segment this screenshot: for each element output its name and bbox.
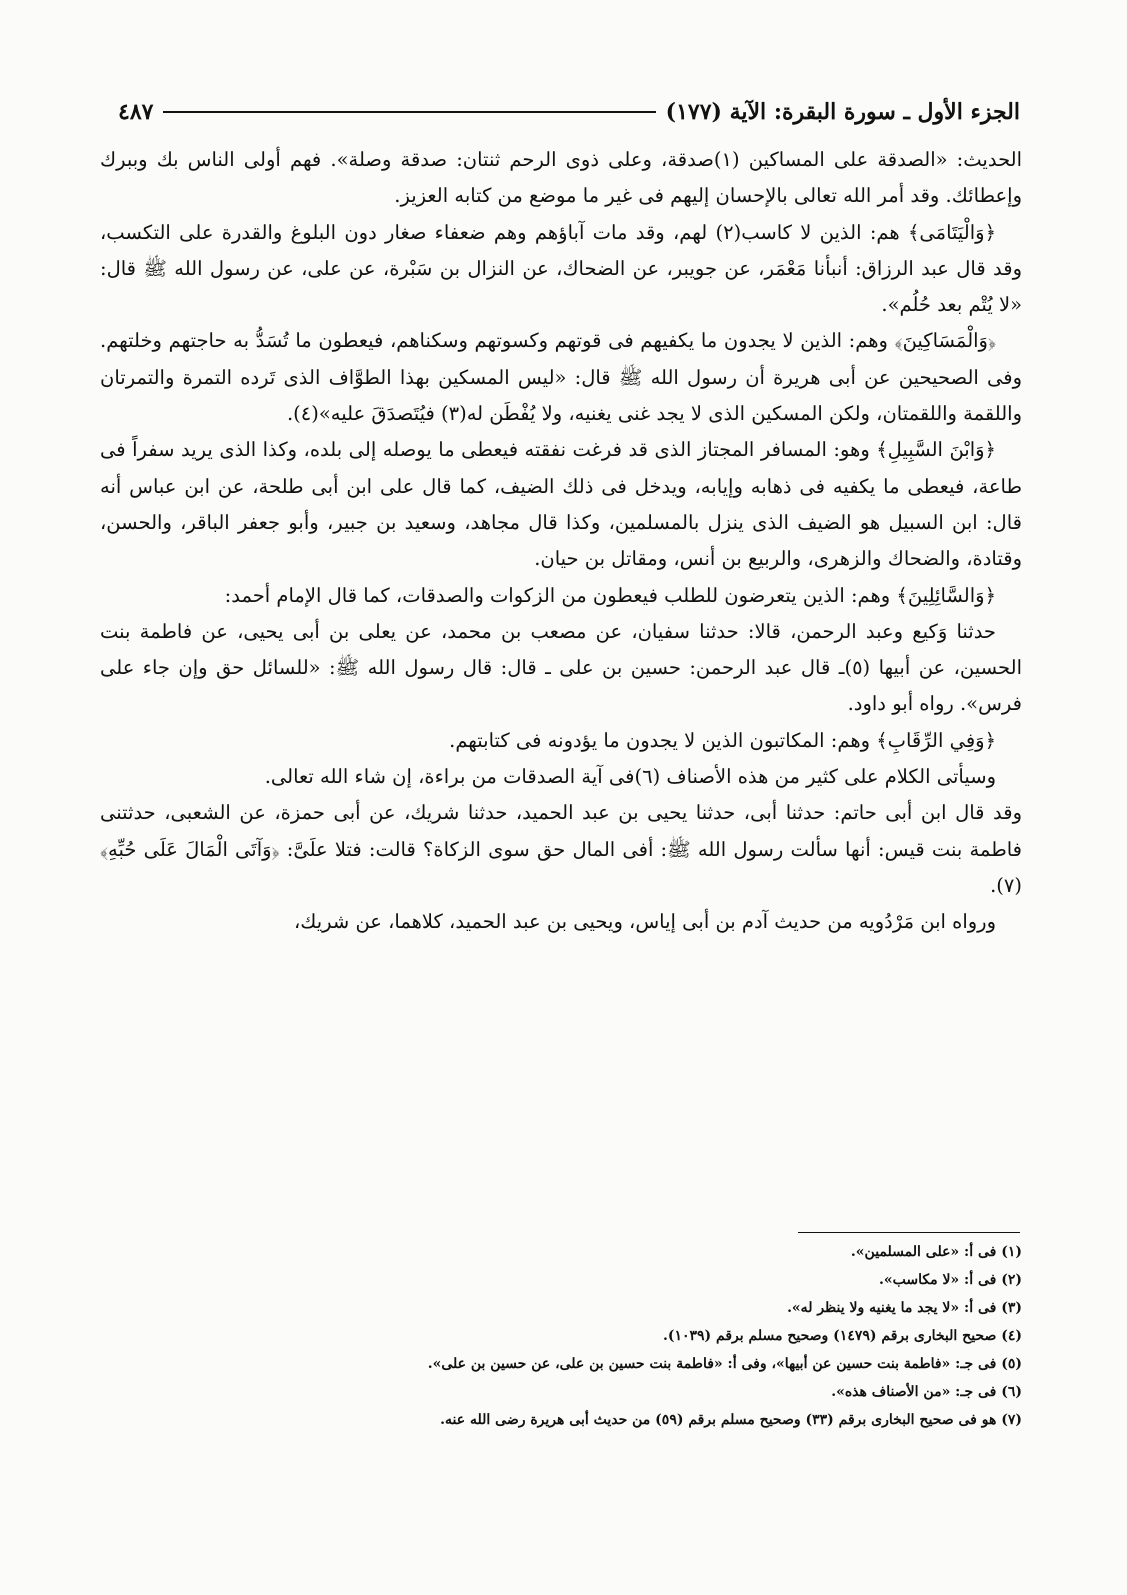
paragraph-ibn-abi-hatim: وقد قال ابن أبى حاتم: حدثنا أبى، حدثنا يحيى بن عبد الحميد، حدثنا شريك، عن أبى حمزة، عن الشعبى، حدثتنى فاطمة بنت قيس: أنها سألت رسول الله ﷺ: أفى المال حق سوى الزكاة؟ قالت: فتلا علَىَّ: ﴿وَآتَى الْمَالَ عَلَى حُبِّهِ﴾(٧).	[100, 801, 1022, 897]
footnote-separator	[798, 1232, 1020, 1233]
header-title: الجزء الأول ـ سورة البقرة: الآية (١٧٧)	[665, 99, 1020, 125]
running-header	[118, 92, 1020, 132]
footnote: (٢) فى أ: «لا مكاسب».	[878, 1272, 1022, 1288]
paragraph-poor: ﴿وَالْمَسَاكِينَ﴾ وهم: الذين لا يجدون ما يكفيهم فى قوتهم وكسوتهم وسكناهم، فيعطون ما تُسَدُّ به حاجتهم وخلتهم. وفى الصحيحين عن أبى هريرة أن رسول الله ﷺ قال: «ليس المسكين بهذا الطوَّاف الذى تَرده التمرة والتمرتان واللقمة واللقمتان، ولكن المسكين الذى لا يجد غنى يغنيه، ولا يُفْطَن له(٣) فيُتَصدَقَ عليه»(٤).	[100, 329, 1022, 426]
page-number: ٤٨٧	[118, 99, 154, 125]
paragraph-wayfarer: ﴿وَابْنَ السَّبِيلِ﴾ وهو: المسافر المجتاز الذى قد فرغت نفقته فيعطى ما يوصله إلى بلده، وكذا الذى يريد سفراً فى طاعة، فيعطى ما يكفيه فى ذهابه وإيابه، ويدخل فى ذلك الضيف، كما قال على ابن أبى طلحة، عن ابن عباس أنه قال: ابن السبيل هو الضيف الذى ينزل بالمسلمين، وكذا قال مجاهد، وسعيد بن جبير، وأبو جعفر الباقر، والحسن، وقتادة، والضحاك والزهرى، والربيع بن أنس، ومقاتل بن حيان.	[100, 438, 1022, 571]
paragraph-hadith-ahmad: حدثنا وَكيع وعبد الرحمن، قالا: حدثنا سفيان، عن مصعب بن محمد، عن يعلى بن أبى يحيى، عن فاطمة بنت الحسين، عن أبيها (٥)ـ قال عبد الرحمن: حسين بن على ـ قال: قال رسول الله ﷺ: «للسائل حق وإن جاء على فرس». رواه أبو داود.	[100, 619, 1022, 716]
main-text	[100, 142, 1022, 941]
paragraph-orphans: ﴿وَالْيَتَامَى﴾ هم: الذين لا كاسب(٢) لهم، وقد مات آباؤهم وهم ضعفاء صغار دون البلوغ والقدرة على التكسب، وقد قال عبد الرزاق: أنبأنا مَعْمَر، عن جويبر، عن الضحاك، عن النزال بن سَبْرة، عن على، عن رسول الله ﷺ قال: «لا يُتْم بعد حُلُم».	[100, 220, 1022, 317]
footnote: (٤) صحيح البخارى برقم (١٤٧٩) وصحيح مسلم برقم (١٠٣٩).	[662, 1328, 1022, 1344]
footnote: (٥) فى جـ: «فاطمة بنت حسين عن أبيها»، وفى أ: «فاطمة بنت حسين بن على، عن حسين بن على».	[427, 1356, 1022, 1372]
paragraph-ibn-marduyah: ورواه ابن مَرْدُويه من حديث آدم بن أبى إياس، ويحيى بن عبد الحميد، كلاهما، عن شريك،	[294, 910, 996, 934]
paragraph-askers: ﴿وَالسَّائِلِينَ﴾ وهم: الذين يتعرضون للطلب فيعطون من الزكوات والصدقات، كما قال الإمام أحمد:	[224, 583, 996, 607]
header-rule	[163, 111, 655, 113]
footnote: (٣) فى أ: «لا يجد ما يغنيه ولا ينظر له».	[787, 1300, 1022, 1316]
paragraph-slaves: ﴿وَفِي الرِّقَابِ﴾ وهم: المكاتبون الذين لا يجدون ما يؤدونه فى كتابتهم.	[449, 728, 996, 752]
paragraph-1: الحديث: «الصدقة على المساكين (١)صدقة، وعلى ذوى الرحم ثنتان: صدقة وصلة». فهم أولى الناس بك وببرك وإعطائك. وقد أمر الله تعالى بالإحسان إليهم فى غير ما موضع من كتابه العزيز.	[100, 148, 1023, 208]
footnote: (١) فى أ: «على المسلمين».	[850, 1244, 1022, 1260]
paragraph-categories: وسيأتى الكلام على كثير من هذه الأصناف (٦)فى آية الصدقات من براءة، إن شاء الله تعالى.	[264, 765, 996, 789]
footnotes	[100, 1238, 1022, 1434]
footnote: (٦) فى جـ: «من الأصناف هذه».	[831, 1384, 1022, 1400]
footnote: (٧) هو فى صحيح البخارى برقم (٣٣) وصحيح مسلم برقم (٥٩) من حديث أبى هريرة رضى الله عنه.	[440, 1412, 1022, 1428]
